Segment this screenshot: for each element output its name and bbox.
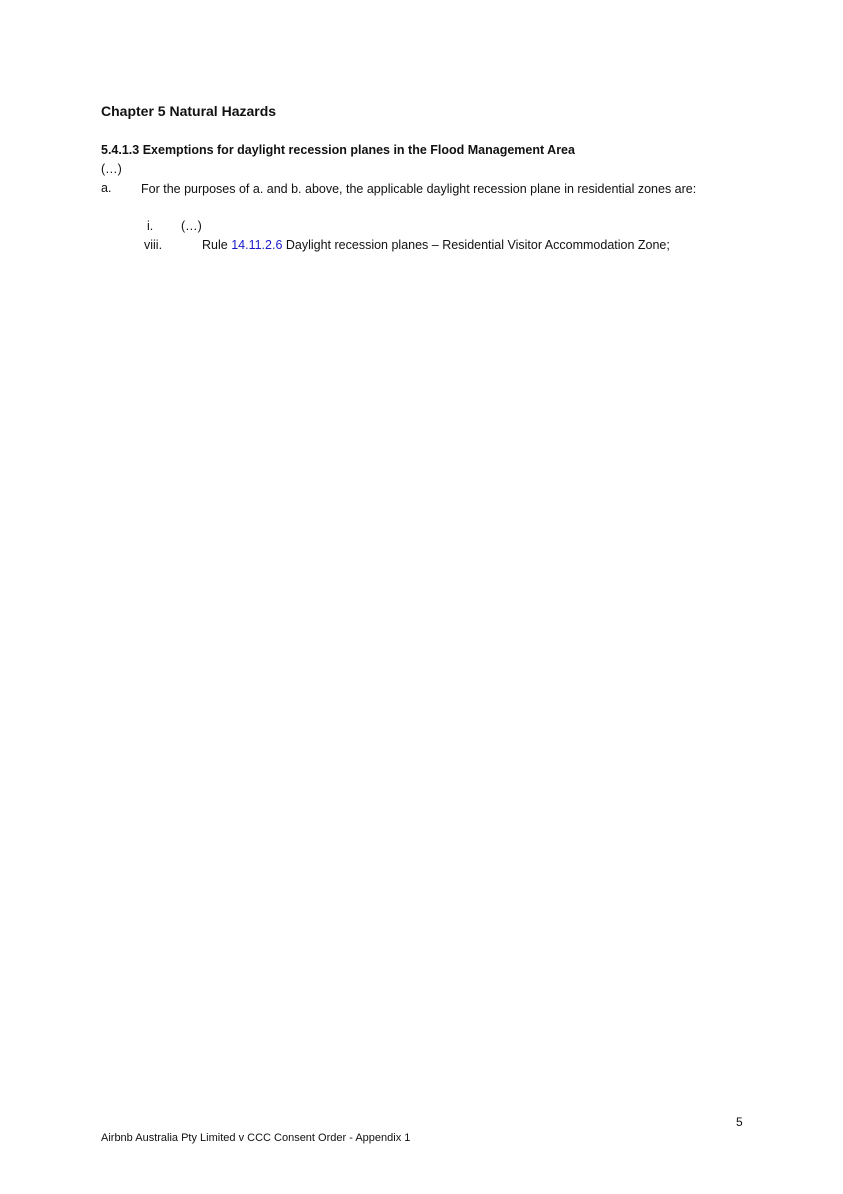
omitted-text-marker: (…) xyxy=(101,162,122,176)
rule-prefix: Rule xyxy=(202,238,232,252)
list-item-a-text: For the purposes of a. and b. above, the applicable daylight recession plane in residential zones are: xyxy=(141,182,697,196)
rule-description: Daylight recession planes – Residential Visitor Accommodation Zone; xyxy=(282,238,670,252)
section-heading: 5.4.1.3 Exemptions for daylight recession planes in the Flood Management Area xyxy=(101,143,575,157)
list-item-i-text: (…) xyxy=(181,219,202,233)
rule-link[interactable]: 14.11.2.6 xyxy=(231,238,283,252)
list-marker-i: i. xyxy=(147,219,154,233)
footer-text: Airbnb Australia Pty Limited v CCC Consent Order - Appendix 1 xyxy=(101,1132,411,1144)
chapter-title: Chapter 5 Natural Hazards xyxy=(101,103,277,119)
list-marker-a: a. xyxy=(101,181,112,195)
list-item-viii-text xyxy=(202,237,670,253)
page-number: 5 xyxy=(736,1115,743,1129)
list-marker-viii: viii. xyxy=(144,238,163,252)
